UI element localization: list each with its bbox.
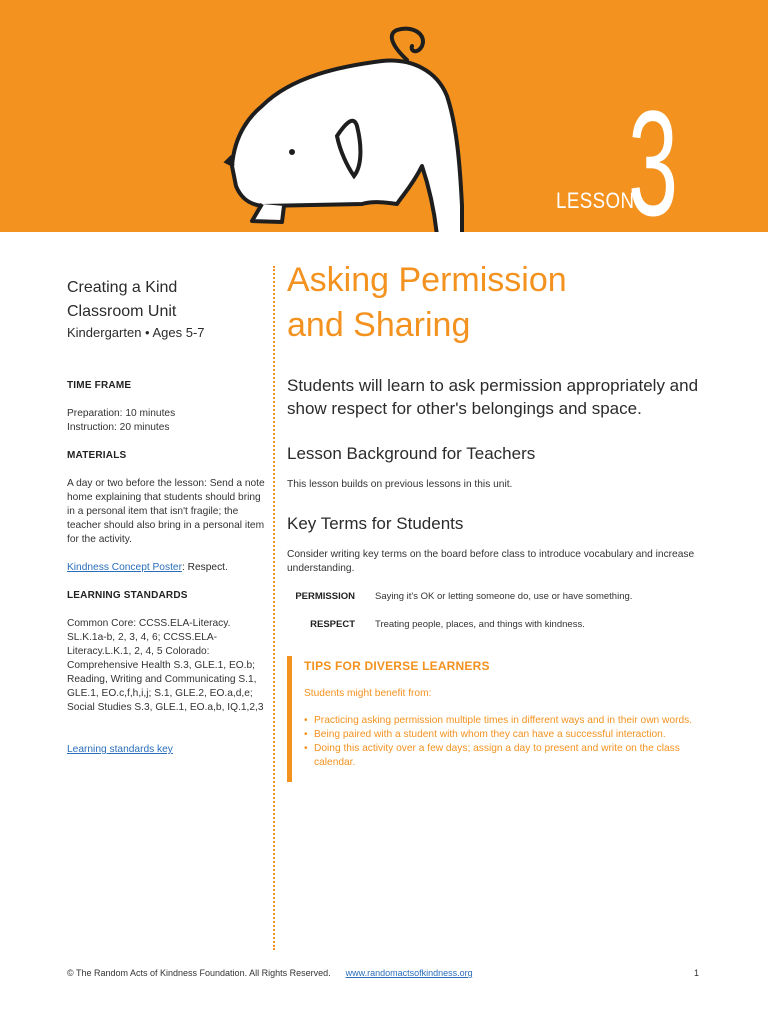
poster-suffix: : Respect. — [181, 562, 228, 573]
background-heading: Lesson Background for Teachers — [287, 444, 536, 463]
page-title-line1: Asking Permission — [287, 261, 567, 299]
page-title — [287, 258, 727, 348]
sidebar — [67, 276, 267, 755]
lesson-label: LESSON — [556, 188, 635, 213]
unit-title-line1: Creating a Kind — [67, 279, 178, 296]
time-frame-heading: TIME FRAME — [67, 380, 132, 391]
unit-title-line2: Classroom Unit — [67, 303, 177, 320]
website-link[interactable]: www.randomactsofkindness.org — [345, 968, 473, 978]
tips-box — [287, 656, 732, 782]
key-terms-heading: Key Terms for Students — [287, 514, 464, 533]
tips-lead: Students might benefit from: — [304, 688, 432, 699]
unit-subtitle: Kindergarten • Ages 5-7 — [67, 325, 205, 340]
instruction-time: Instruction: 20 minutes — [67, 422, 170, 433]
lesson-banner — [0, 0, 768, 232]
lesson-intro: Students will learn to ask permission appropriately and show respect for other's belongings and space. — [287, 376, 699, 418]
learning-standards-key-link[interactable]: Learning standards key — [67, 744, 173, 755]
lesson-number: 3 — [628, 79, 679, 232]
term-definition: Saying it's OK or letting someone do, use or have something. — [375, 591, 633, 602]
list-item: • Doing this activity over a few days; assign a day to present and write on the class calendar. — [304, 742, 704, 770]
materials-text: A day or two before the lesson: Send a note home explaining that students should bring in a personal item that isn't fragile; the teacher should also bring in a personal item for the activity. — [67, 478, 265, 545]
list-item: • Practicing asking permission multiple times in different ways and in their own words. — [304, 714, 704, 728]
term-definition: Treating people, places, and things with kindness. — [375, 619, 585, 630]
footer — [67, 968, 473, 978]
copyright: © The Random Acts of Kindness Foundation. All Rights Reserved. — [67, 968, 331, 978]
tips-heading: TIPS FOR DIVERSE LEARNERS — [304, 659, 490, 673]
key-terms-text: Consider writing key terms on the board before class to introduce vocabulary and increase understanding. — [287, 549, 695, 574]
poster-line — [67, 561, 228, 575]
column-divider — [273, 266, 275, 950]
standards-key-line — [67, 743, 173, 757]
term-label: RESPECT — [310, 619, 355, 630]
learning-standards-text: Common Core: CCSS.ELA-Literacy. SL.K.1a-b, 2, 3, 4, 6; CCSS.ELA-Literacy.L.K.1, 2, 4, 5 Colorado: Comprehensive Health S.3, GLE.1, EO.b; Reading, Writing and Communicating S.1, GLE.1, EO.c,f,h,i,j; S.1, GLE.2, EO.a,d,e; Social Studies S.3, GLE.1, EO.a,b, IQ.1,2,3 — [67, 618, 264, 713]
page-title-line2: and Sharing — [287, 306, 471, 344]
kindness-poster-link[interactable]: Kindness Concept Poster — [67, 562, 182, 573]
tips-list — [304, 714, 704, 770]
list-item: • Being paired with a student with whom they can have a successful interaction. — [304, 728, 704, 742]
stretching-dog-illustration — [222, 26, 482, 232]
preparation-time: Preparation: 10 minutes — [67, 408, 176, 419]
background-text: This lesson builds on previous lessons in this unit. — [287, 479, 513, 490]
materials-heading: MATERIALS — [67, 450, 127, 461]
learning-standards-heading: LEARNING STANDARDS — [67, 590, 188, 601]
page-number: 1 — [694, 968, 700, 978]
term-label: PERMISSION — [295, 591, 355, 602]
